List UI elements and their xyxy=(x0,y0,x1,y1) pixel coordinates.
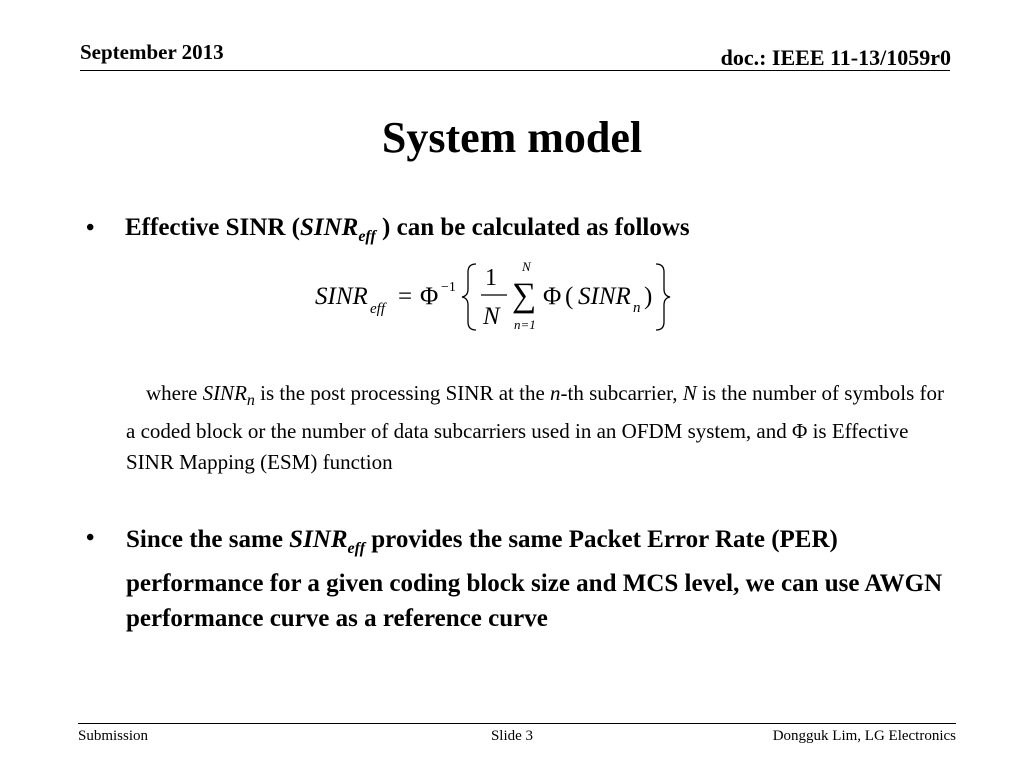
header-divider xyxy=(80,70,950,71)
formula-frac-den: N xyxy=(483,303,500,330)
where-text-4: is the number of symbols for a coded block or the number of data subcarriers used in an OFDM system, and Φ is Effective SINR Mapping (ESM) function xyxy=(126,381,945,475)
formula-inner: SINR xyxy=(578,283,631,310)
formula-lhs: SINR xyxy=(315,283,368,310)
where-text-1: where xyxy=(146,381,203,405)
formula-inner-sub: n xyxy=(633,300,641,316)
formula-inv-exp: −1 xyxy=(441,280,456,295)
bullet-2-sinr: SINR xyxy=(289,526,348,553)
footer-slide-number: Slide 3 xyxy=(490,728,534,744)
footer-divider xyxy=(78,723,956,724)
formula-sum-symbol: ∑ xyxy=(512,277,537,314)
formula-right-brace xyxy=(656,264,670,330)
slide-title: System model xyxy=(381,113,643,162)
bullet-1-text-before: Effective SINR ( xyxy=(125,214,300,241)
where-sinr-sub: n xyxy=(246,392,255,410)
where-text-3: -th subcarrier, xyxy=(560,381,683,405)
bullet-2-text-before: Since the same xyxy=(126,526,290,553)
bullet-2-text xyxy=(126,522,956,636)
footer-author: Dongguk Lim, LG Electronics xyxy=(772,728,956,744)
formula-lhs-sub: eff xyxy=(370,301,385,317)
where-N: N xyxy=(682,381,697,405)
where-n: n xyxy=(550,381,561,405)
header-date: September 2013 xyxy=(80,40,224,64)
footer-submission: Submission xyxy=(78,728,149,744)
formula-left-brace xyxy=(462,264,476,330)
formula-phi: Φ xyxy=(543,283,562,310)
bullet-marker-1: • xyxy=(86,215,95,241)
header-doc-id: doc.: IEEE 11-13/1059r0 xyxy=(720,45,951,70)
where-text-2: is the post processing SINR at the xyxy=(254,381,551,405)
bullet-1-sinr-sub: eff xyxy=(358,228,376,245)
formula-frac-num: 1 xyxy=(485,265,497,291)
bullet-2-sinr-sub: eff xyxy=(347,540,366,557)
bullet-marker-2: • xyxy=(86,525,95,551)
formula-sum-bottom: n=1 xyxy=(514,317,536,332)
bullet-1-text xyxy=(125,214,690,246)
where-paragraph xyxy=(126,378,946,478)
where-sinr: SINR xyxy=(202,381,247,405)
bullet-1-sinr: SINR xyxy=(299,214,359,241)
formula-equals: = xyxy=(398,283,413,310)
formula-phi-inv: Φ xyxy=(420,283,439,310)
bullet-2-text-after: provides the same Packet Error Rate (PER) performance for a given coding block size and MCS level, we can use AWGN performance curve as a reference curve xyxy=(126,526,943,632)
bullet-1-text-after: ) can be calculated as follows xyxy=(375,214,690,241)
formula-close-paren: ) xyxy=(644,283,653,310)
formula-sum-top: N xyxy=(522,259,531,274)
formula-open-paren: ( xyxy=(565,283,574,310)
